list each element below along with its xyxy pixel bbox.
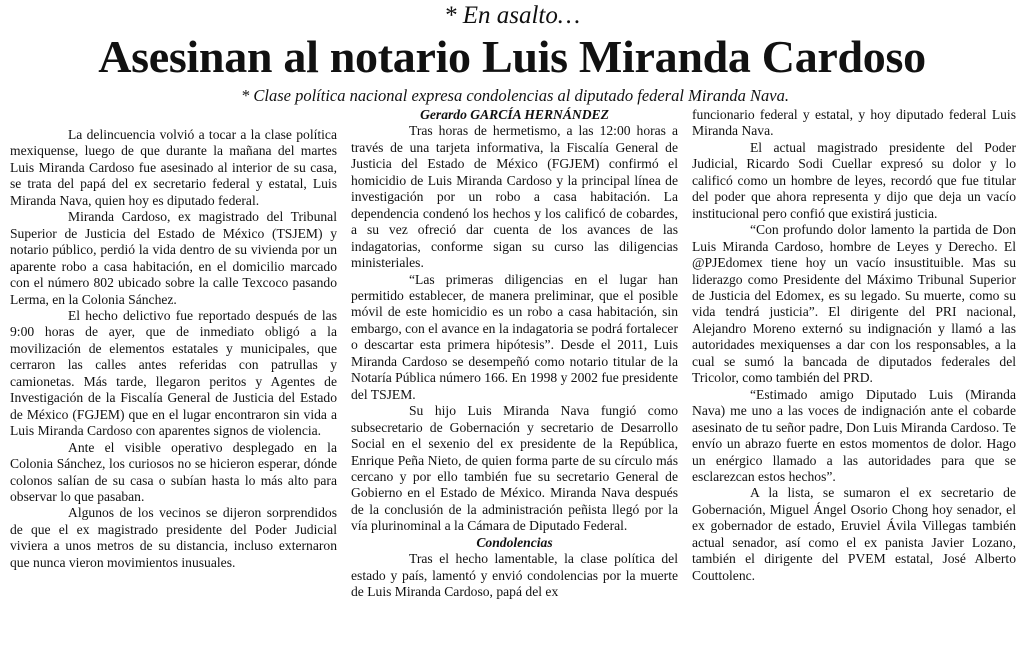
paragraph: Su hijo Luis Miranda Nava fungió como subsecretario de Gobernación y secretario de Desarrollo Social en el sexenio del ex presidente de la República, Enrique Peña Nieto, de quien forma parte de su círculo más cercano y por ello también fue su secretario General de Gobierno en el Estado de México. Miranda Nava después de la conclusión de la administración peñista llegó por la vía plurinominal a la Cámara de Diputado Federal. — [351, 403, 678, 534]
paragraph: Tras horas de hermetismo, a las 12:00 horas a través de una tarjeta informativa, la Fiscalía General de Justicia del Estado de México (FGJEM) confirmó el homicidio de Luis Miranda Cardoso y la principal línea de investigación por un robo a casa habitación. La dependencia condenó los hechos y los calificó de cobardes, a su vez ofreció dar cuenta de los avances de las indagatorias, conforme sigan su curso las diligencias ministeriales. — [351, 123, 678, 271]
byline — [351, 107, 678, 123]
paragraph: Tras el hecho lamentable, la clase política del estado y país, lamentó y envió condolencias por la muerte de Luis Miranda Cardoso, papá del ex — [351, 551, 678, 600]
byline-first-name: Gerardo — [420, 107, 467, 122]
kicker: * En asalto… — [443, 2, 581, 29]
article-column-1 — [10, 127, 337, 670]
paragraph: Algunos de los vecinos se dijeron sorprendidos de que el ex magistrado presidente del Poder Judicial viviera a unos metros de su distancia, incluso externaron que nunca vieron movimientos inusuales. — [10, 505, 337, 570]
subhead: * Clase política nacional expresa condolencias al diputado federal Miranda Nava. — [241, 86, 789, 105]
paragraph: Ante el visible operativo desplegado en la Colonia Sánchez, los curiosos no se hicieron esperar, dónde colonos salían de su casa o subían hasta lo más alto para observar lo que pasaban. — [10, 439, 337, 504]
subsection-heading: Condolencias — [476, 534, 553, 550]
article-column-3 — [692, 107, 1016, 670]
paragraph: “Las primeras diligencias en el lugar han permitido establecer, de manera preliminar, que el posible móvil de este homicidio es un robo a casa habitación, sin embargo, con el avance en la indagatoria se podrá fortalecer o descartar esta primera hipótesis”. Desde el 2011, Luis Miranda Cardoso se desempeñó como notario titular de la Notaría Pública número 166. En 1998 y 2002 fue presidente del TSJEM. — [351, 271, 678, 402]
paragraph: “Con profundo dolor lamento la partida de Don Luis Miranda Cardoso, hombre de Leyes y Derecho. El @PJEdomex tiene hoy un vacío insustituible. Mas su liderazgo como Presidente del Máximo Tribunal Superior de Justicia del Edomex, es su legado. Su muerte, como su vida tendrá justicia”. El dirigente del PRI nacional, Alejandro Moreno externó su indignación y llamó a las autoridades mexiquenses a dar con los responsables, a la cual se sumó la bancada de diputados federales del Tricolor, como también del PRD. — [692, 222, 1016, 386]
paragraph: El hecho delictivo fue reportado después de las 9:00 horas de ayer, que de inmediato obligó a la movilización de elementos estatales y municipales, que cerraron las calles antes referidas con patrullas y camionetas. Más tarde, llegaron peritos y Agentes de Investigación de la Fiscalía General de Justicia del Estado de México (FGJEM) que en el lugar encontraron sin vida a Luis Miranda Cardoso con aparentes signos de violencia. — [10, 307, 337, 439]
byline-last-name: GARCÍA HERNÁNDEZ — [470, 107, 609, 122]
paragraph: A la lista, se sumaron el ex secretario de Gobernación, Miguel Ángel Osorio Chong hoy senador, el ex gobernador de estado, Eruviel Ávila Villegas también actual senador, así como el ex panista Javier Lozano, también el dirigente del PVEM estatal, José Alberto Couttolenc. — [692, 485, 1016, 583]
article-column-2 — [351, 107, 678, 670]
paragraph: Miranda Cardoso, ex magistrado del Tribunal Superior de Justicia del Estado de México (TSJEM) y notario público, perdió la vida dentro de su vivienda por un aparente robo a casa habitación, en el domicilio marcado con el número 802 ubicado sobre la calle Texcoco pasando Lerma, en la Colonia Sánchez. — [10, 209, 337, 307]
headline: Asesinan al notario Luis Miranda Cardoso — [98, 31, 926, 82]
paragraph: La delincuencia volvió a tocar a la clase política mexiquense, luego de que durante la mañana del martes Luis Miranda Cardoso fue asesinado al interior de su casa, se trata del papá del ex secretario federal y estatal, Luis Miranda Nava, quien hoy es diputado federal. — [10, 127, 337, 208]
paragraph: El actual magistrado presidente del Poder Judicial, Ricardo Sodi Cuellar expresó su dolor y lo calificó como un hombre de leyes, recordó que fue titular del poder que ahora representa y dijo que deja un vacío institucional pero confió que existirá justicia. — [692, 139, 1016, 221]
paragraph-continued: funcionario federal y estatal, y hoy diputado federal Luis Miranda Nava. — [692, 107, 1016, 139]
paragraph: “Estimado amigo Diputado Luis (Miranda Nava) me uno a las voces de indignación ante el cobarde asesinato de tu señor padre, Don Luis Miranda Cardoso. Te envío un abrazo fuerte en estos momentos de dolor. Hago un enérgico llamado a las autoridades para que se esclarezcan estos hechos”. — [692, 386, 1016, 484]
